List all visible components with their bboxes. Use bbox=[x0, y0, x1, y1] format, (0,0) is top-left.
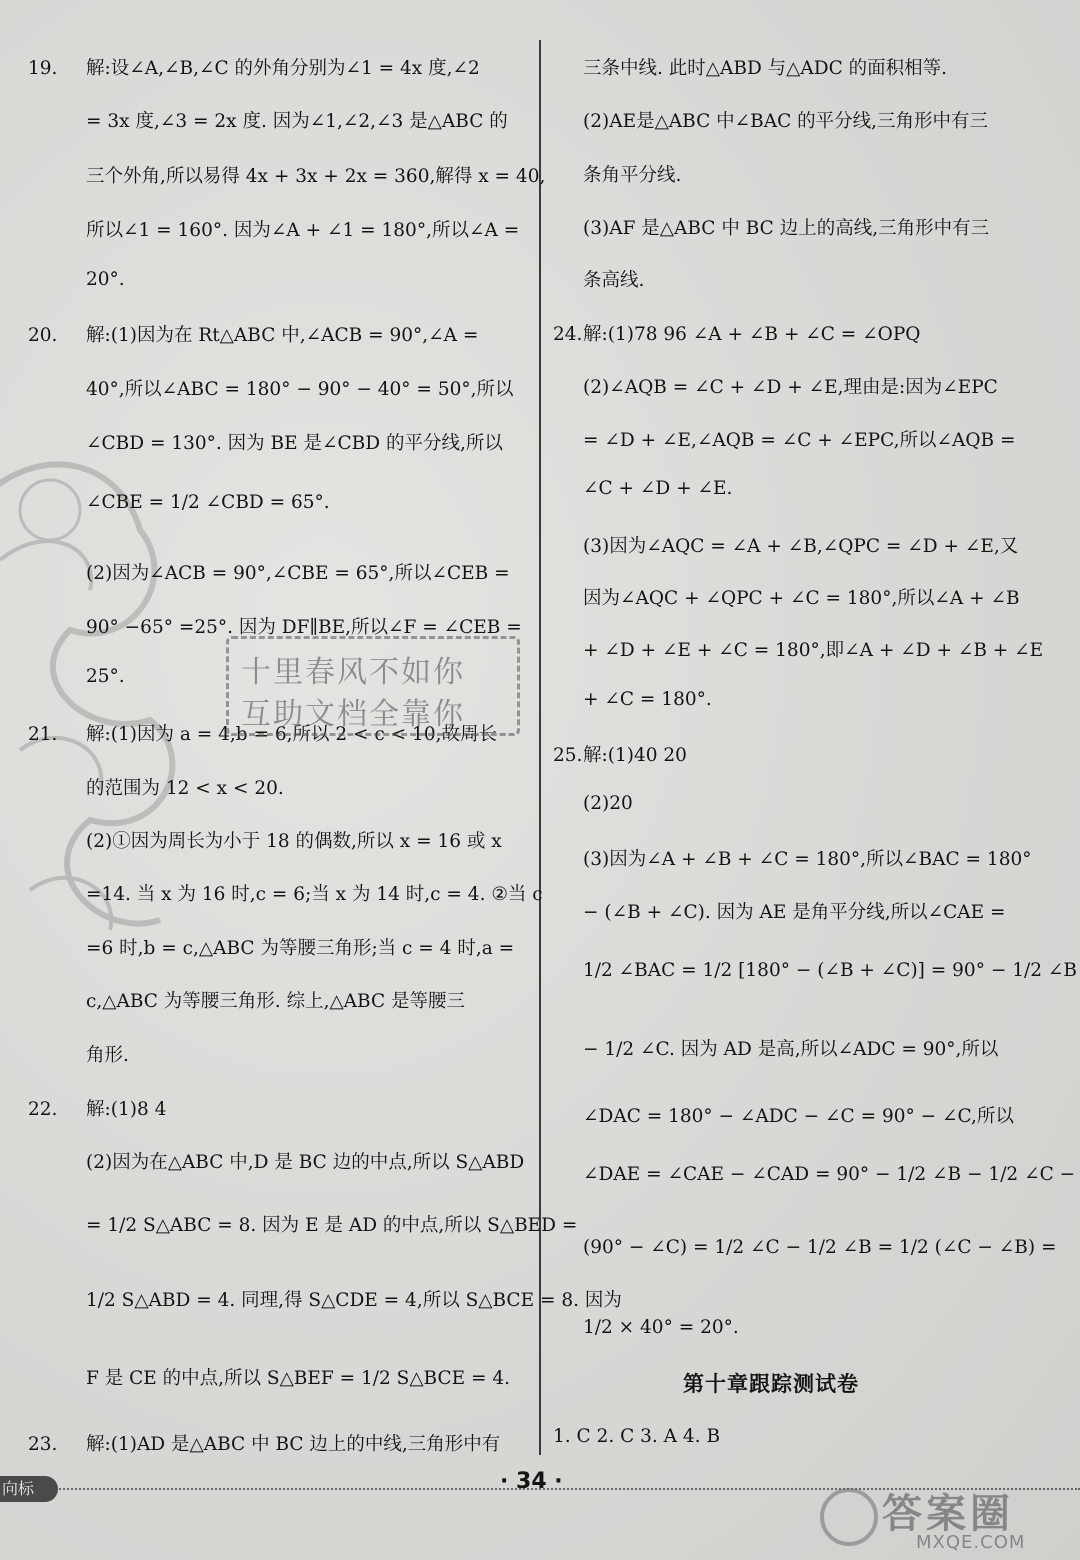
q25-line-9: (90° − ∠C) = 1/2 ∠C − 1/2 ∠B = 1/2 (∠C − ∠B) = bbox=[583, 1237, 1057, 1258]
q25-line-4: − (∠B + ∠C). 因为 AE 是角平分线,所以∠CAE = bbox=[583, 902, 1006, 923]
q22-line-5: F 是 CE 的中点,所以 S△BEF = 1/2 S△BCE = 4. bbox=[86, 1368, 511, 1389]
chapter-title: 第十章跟踪测试卷 bbox=[683, 1372, 859, 1396]
q23-line-1: 23. 解:(1)AD 是△ABC 中 BC 边上的中线,三角形中有 bbox=[28, 1434, 501, 1455]
q25-line-2: (2)20 bbox=[583, 793, 633, 814]
q24-line-7: + ∠D + ∠E + ∠C = 180°,即∠A + ∠D + ∠B + ∠E bbox=[583, 640, 1044, 661]
stamp-line-1: 十里春风不如你 bbox=[241, 655, 465, 690]
q21-line-3: (2)①因为周长为小于 18 的偶数,所以 x = 16 或 x bbox=[86, 831, 502, 852]
q21-line-5: =6 时,b = c,△ABC 为等腰三角形;当 c = 4 时,a = bbox=[86, 938, 515, 959]
q19-line-1: 19. 解:设∠A,∠B,∠C 的外角分别为∠1 = 4x 度,∠2 bbox=[28, 58, 480, 79]
q20-line-2: 40°,所以∠ABC = 180° − 90° − 40° = 50°,所以 bbox=[86, 379, 514, 400]
q23-line-5: (3)AF 是△ABC 中 BC 边上的高线,三角形中有三 bbox=[583, 218, 990, 239]
q25-line-3: (3)因为∠A + ∠B + ∠C = 180°,所以∠BAC = 180° bbox=[583, 849, 1032, 870]
q24-line-6: 因为∠AQC + ∠QPC + ∠C = 180°,所以∠A + ∠B bbox=[583, 588, 1020, 609]
q23-line-6: 条高线. bbox=[583, 270, 645, 291]
footer-tab: 向标 bbox=[0, 1476, 58, 1502]
watermark-main-text: 答案圈 bbox=[882, 1491, 1014, 1537]
q23-line-4: 条角平分线. bbox=[583, 165, 682, 186]
q21-line-1: 21. 解:(1)因为 a = 4,b = 6,所以 2 < c < 10,故周长 bbox=[28, 724, 497, 745]
q25-line-6: − 1/2 ∠C. 因为 AD 是高,所以∠ADC = 90°,所以 bbox=[583, 1039, 999, 1060]
q24-line-2: (2)∠AQB = ∠C + ∠D + ∠E,理由是:因为∠EPC bbox=[583, 377, 998, 398]
q22-line-2: (2)因为在△ABC 中,D 是 BC 边的中点,所以 S△ABD bbox=[86, 1152, 525, 1173]
q19-line-3: 三个外角,所以易得 4x + 3x + 2x = 360,解得 x = 40, bbox=[86, 166, 546, 187]
q25-line-7: ∠DAC = 180° − ∠ADC − ∠C = 90° − ∠C,所以 bbox=[583, 1106, 1014, 1127]
q24-line-3: = ∠D + ∠E,∠AQB = ∠C + ∠EPC,所以∠AQB = bbox=[583, 430, 1016, 451]
q22-line-3: = 1/2 S△ABC = 8. 因为 E 是 AD 的中点,所以 S△BED = bbox=[86, 1215, 578, 1236]
q23-line-2: 三条中线. 此时△ABD 与△ADC 的面积相等. bbox=[583, 58, 947, 79]
q21-line-2: 的范围为 12 < x < 20. bbox=[86, 778, 284, 799]
site-watermark bbox=[820, 1482, 1070, 1554]
q22-line-4: 1/2 S△ABD = 4. 同理,得 S△CDE = 4,所以 S△BCE = 8. 因为 bbox=[86, 1290, 622, 1311]
q25-line-10: 1/2 × 40° = 20°. bbox=[583, 1317, 739, 1338]
column-divider bbox=[539, 40, 541, 1455]
q21-line-6: c,△ABC 为等腰三角形. 综上,△ABC 是等腰三 bbox=[86, 991, 466, 1012]
stamp-line-2: 互助文档全靠你 bbox=[241, 697, 465, 732]
q20-line-7: 25°. bbox=[86, 666, 125, 687]
watermark-stamp bbox=[226, 636, 520, 736]
q24-line-4: ∠C + ∠D + ∠E. bbox=[583, 478, 733, 499]
q20-line-1: 20. 解:(1)因为在 Rt△ABC 中,∠ACB = 90°,∠A = bbox=[28, 325, 479, 346]
q23-line-3: (2)AE是△ABC 中∠BAC 的平分线,三角形中有三 bbox=[583, 111, 989, 132]
watermark-url: MXQE.COM bbox=[916, 1532, 1026, 1553]
q20-line-4: ∠CBE = 1/2 ∠CBD = 65°. bbox=[86, 492, 330, 513]
q19-line-5: 20°. bbox=[86, 269, 125, 290]
q24-line-1: 24.解:(1)78 96 ∠A + ∠B + ∠C = ∠OPQ bbox=[553, 324, 921, 345]
q25-line-1: 25.解:(1)40 20 bbox=[553, 745, 687, 766]
q21-line-7: 角形. bbox=[86, 1045, 129, 1066]
q20-line-6: 90° −65° =25°. 因为 DF∥BE,所以∠F = ∠CEB = bbox=[86, 617, 522, 638]
q24-line-5: (3)因为∠AQC = ∠A + ∠B,∠QPC = ∠D + ∠E,又 bbox=[583, 536, 1019, 557]
q22-line-1: 22. 解:(1)8 4 bbox=[28, 1099, 167, 1120]
page-number: · 34 · bbox=[500, 1469, 563, 1494]
multiple-choice-answers: 1. C 2. C 3. A 4. B bbox=[553, 1426, 721, 1447]
q24-line-8: + ∠C = 180°. bbox=[583, 689, 712, 710]
q19-line-2: = 3x 度,∠3 = 2x 度. 因为∠1,∠2,∠3 是△ABC 的 bbox=[86, 111, 508, 132]
q25-line-5: 1/2 ∠BAC = 1/2 [180° − (∠B + ∠C)] = 90° − 1/2 ∠B bbox=[583, 960, 1077, 981]
q19-line-4: 所以∠1 = 160°. 因为∠A + ∠1 = 180°,所以∠A = bbox=[86, 220, 520, 241]
q21-line-4: =14. 当 x 为 16 时,c = 6;当 x 为 14 时,c = 4. ②当 c bbox=[86, 884, 543, 905]
q25-line-8: ∠DAE = ∠CAE − ∠CAD = 90° − 1/2 ∠B − 1/2 ∠C − bbox=[583, 1164, 1076, 1185]
q20-line-3: ∠CBD = 130°. 因为 BE 是∠CBD 的平分线,所以 bbox=[86, 433, 503, 454]
q20-line-5: (2)因为∠ACB = 90°,∠CBE = 65°,所以∠CEB = bbox=[86, 563, 510, 584]
watermark-logo-icon bbox=[820, 1488, 878, 1546]
